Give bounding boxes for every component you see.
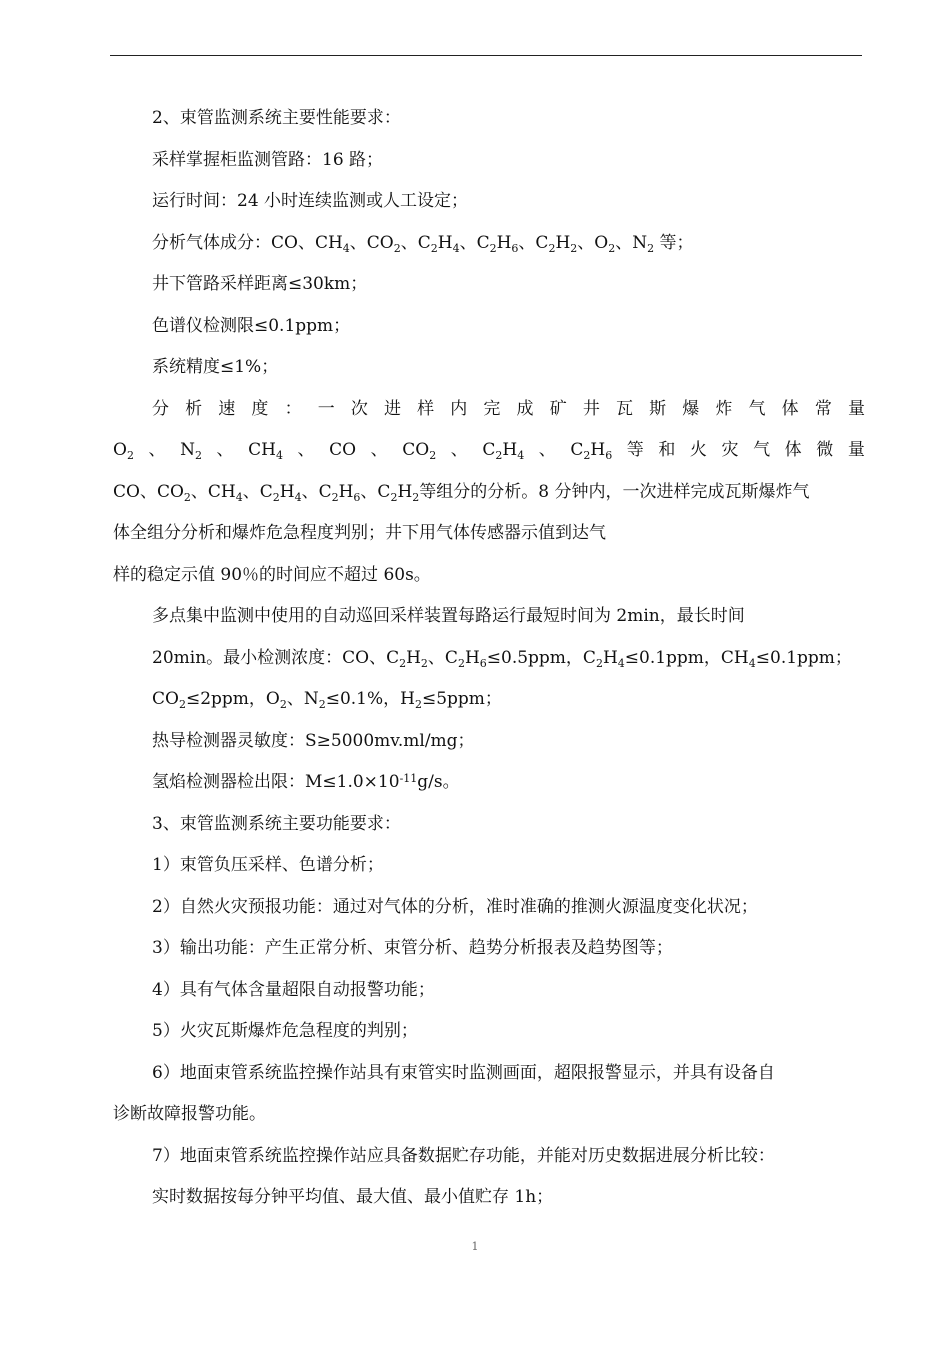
function-item-7-line-1: 7）地面束管系统监控操作站应具备数据贮存功能，并能对历史数据进展分析比较：	[152, 1145, 775, 1166]
function-item-6-line-2: 诊断故障报警功能。	[113, 1104, 266, 1124]
speed-line-5: 样的稳定示值 90％的时间应不超过 60s。	[113, 564, 431, 585]
section-heading-3: 3、束管监测系统主要功能要求：	[152, 813, 401, 834]
tcd-sensitivity: 热导检测器灵敏度：S≥5000mv.ml/mg；	[152, 730, 475, 751]
fid-detection-limit: 氢焰检测器检出限：$M\le 1.0\times 10^{-11}g/s$。	[152, 772, 460, 792]
sampling-paths: 采样掌握柜监测管路：16 路；	[152, 149, 384, 170]
section-heading-2: 2、束管监测系统主要性能要求：	[152, 108, 401, 128]
sampling-distance: 井下管路采样距离≤30km；	[152, 274, 368, 294]
function-item-1: 1）束管负压采样、色谱分析；	[152, 855, 384, 875]
function-item-5: 5）火灾瓦斯爆炸危急程度的判别；	[152, 1021, 418, 1041]
gas-components: 分析气体成分：CO、$CH_4$、$CO_2$、$C_2H_4$、$C_2H_6$、$C_2H_2$、$O_2$、$N_2$ 等；	[152, 232, 694, 255]
detection-limit: 色谱仪检测限≤0.1ppm；	[152, 315, 351, 336]
speed-line-1: 分 析 速 度 ： 一 次 进 样 内 完 成 矿 井 瓦 斯 爆 炸 气 体 常 量	[152, 398, 865, 419]
multi-point-line-1: 多点集中监测中使用的自动巡回采样装置每路运行最短时间为 2min，最长时间	[152, 606, 745, 626]
speed-line-4: 体全组分分析和爆炸危急程度判别；井下用气体传感器示值到达气	[113, 523, 606, 543]
function-item-6-line-1: 6）地面束管系统监控操作站具有束管实时监测画面，超限报警显示，并具有设备自	[152, 1062, 775, 1083]
function-item-2: 2）自然火灾预报功能：通过对气体的分析，准时准确的推测火源温度变化状况；	[152, 896, 758, 917]
function-item-3: 3）输出功能：产生正常分析、束管分析、趋势分析报表及趋势图等；	[152, 938, 673, 958]
page-number: 1	[471, 1240, 479, 1253]
system-precision: 系统精度≤1%；	[152, 357, 279, 377]
function-item-4: 4）具有气体含量超限自动报警功能；	[152, 979, 435, 1000]
header-rule	[110, 55, 862, 56]
speed-line-3: CO、$CO_2$、$CH_4$、$C_2H_4$、$C_2H_6$、$C_2H_2$等组分的分析。8 分钟内，一次进样完成瓦斯爆炸气	[113, 481, 810, 504]
speed-line-2: $O_2$ 、 $N_2$ 、 $CH_4$ 、 CO 、 $CO_2$ 、 $C_2H_4$ 、 $C_2H_6$ 等 和 火 灾 气 体 微 量	[113, 440, 865, 462]
run-time: 运行时间：24 小时连续监测或人工设定；	[152, 191, 469, 211]
multi-point-line-2: 20min。最小检测浓度：CO、$C_2H_2$、$C_2H_6\le 0.5ppm$，$C_2H_4\le 0.1ppm$，$CH_4\le 0.1ppm$；	[152, 647, 852, 670]
function-item-7-line-2: 实时数据按每分钟平均值、最大值、最小值贮存 1h；	[152, 1187, 554, 1207]
multi-point-line-3: $CO_2\le 2ppm$，$O_2$、$N_2\le 0.1\%$，$H_2\le 5ppm$；	[152, 689, 502, 711]
document-body	[113, 98, 865, 1219]
